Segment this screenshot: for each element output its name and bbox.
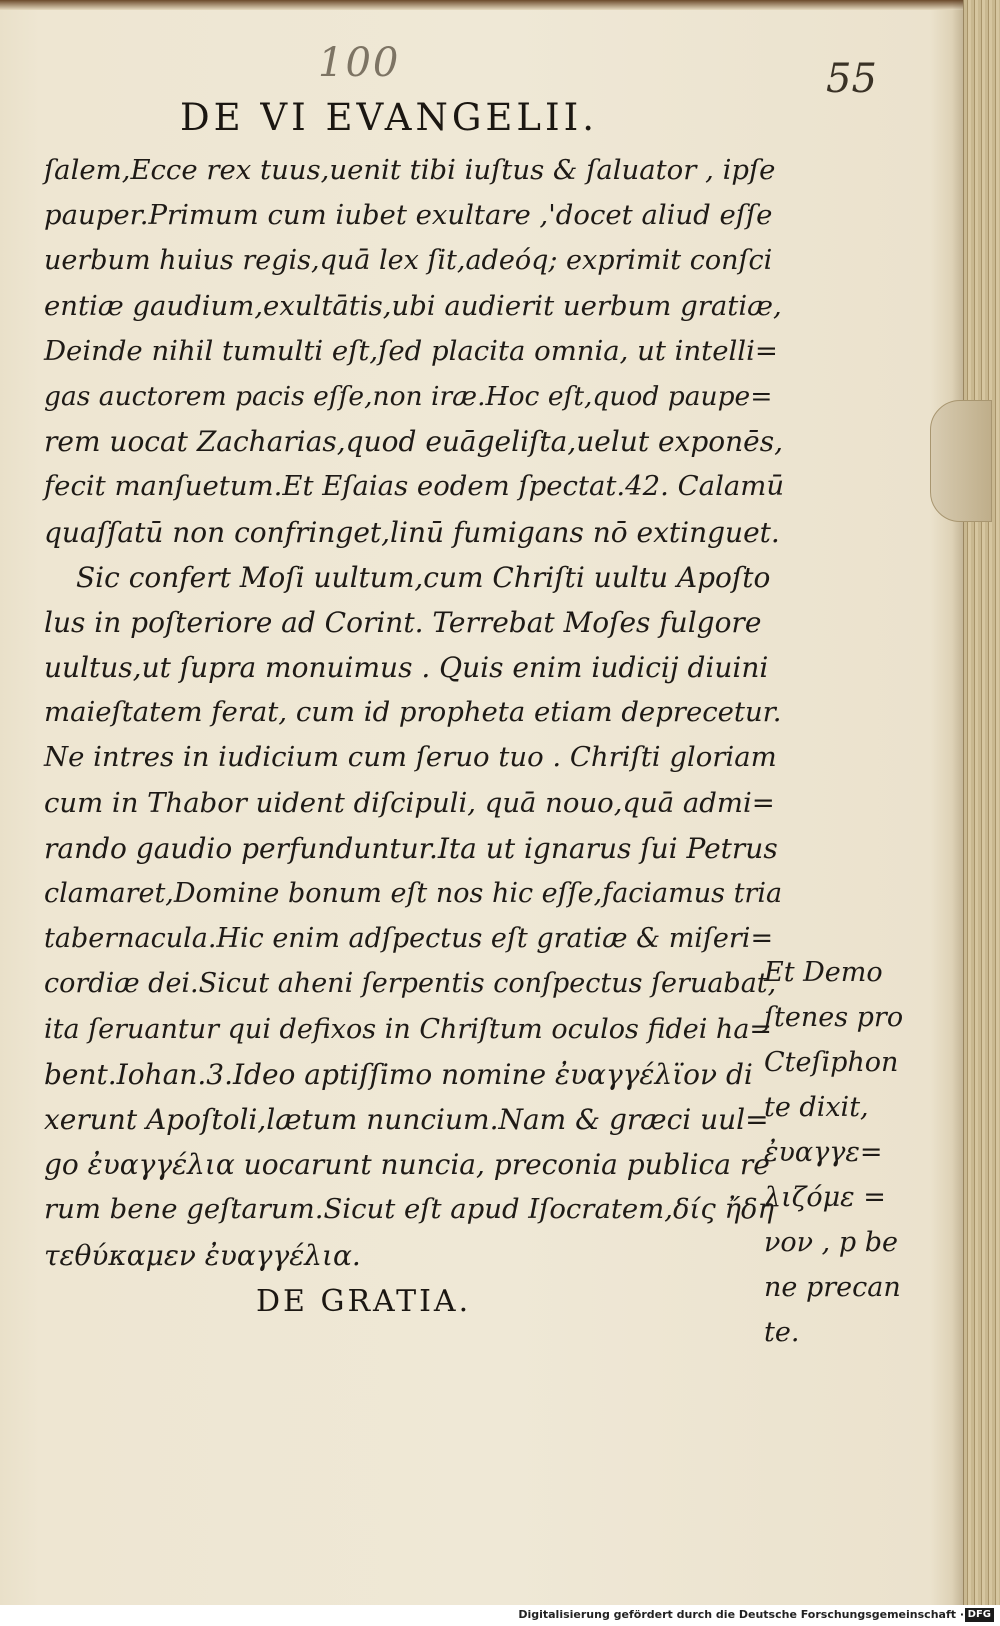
text-line: Sic confert Moſi uultum,cum Chriſti uultu Apoſto [76,560,771,594]
text-line: pauper.Primum cum iubet exultare ,'docet aliud eſſe [44,199,773,232]
text-line: rem uocat Zacharias,quod euāgeliſta,uelut exponēs, [44,425,783,459]
book-clasp [930,400,992,522]
section-heading: DE GRATIA. [256,1284,472,1319]
book-fore-edge [963,0,1000,1605]
running-head: DE VI EVANGELII. [180,96,598,139]
text-line: rando gaudio perfunduntur.Ita ut ignarus ſui Petrus [44,831,778,865]
text-line: uultus,ut ſupra monuimus . Quis enim iudicij diuini [44,651,769,685]
margin-line: ne precan [764,1272,901,1303]
text-line: rum bene geſtarum.Sicut eſt apud Iſocratem,δίς ἤδη [44,1193,774,1226]
folio-number: 55 [826,56,877,102]
funding-credit: Digitalisierung gefördert durch die Deutsche Forschungsgemeinschaft · [518,1608,964,1621]
margin-line: ἐυαγγε= [764,1137,883,1168]
text-line: τεθύκαμεν ἐυαγγέλια. [44,1238,361,1272]
text-line: Ne intres in iudicium cum ſeruo tuo . Chriſti gloriam [44,741,777,774]
digitization-footer [0,1605,1000,1626]
body-text [44,148,784,1278]
text-line: ita ſeruantur qui defixos in Chriſtum oculos fidei ha= [44,1013,773,1045]
text-line: bent.Iohan.3.Ideo aptiſſimo nomine ἐυαγγέλϊον di [44,1057,753,1091]
pencil-annotation: 100 [318,40,401,86]
margin-line: ſtenes pro [764,1002,904,1033]
margin-line: λιζόμε = [764,1182,886,1213]
margin-line: νον , p be [764,1227,898,1258]
text-line: cum in Thabor uident diſcipuli, quā nouo,quā admi= [44,786,775,819]
text-line: entiæ gaudium,exultātis,ubi audierit uerbum gratiæ, [44,289,782,322]
text-line: tabernacula.Hic enim adſpectus eſt gratiæ & miſeri= [44,923,774,955]
text-line: quaſſatū non confringet,linū fumigans nō extinguet. [44,515,780,549]
text-line: clamaret,Domine bonum eſt nos hic eſſe,faciamus tria [44,878,783,909]
text-line: fecit manſuetum.Et Eſaias eodem ſpectat.42. Calamū [44,470,785,503]
margin-line: Cteſiphon [764,1047,899,1078]
margin-line: te dixit, [764,1092,869,1123]
margin-line: Et Demo [764,957,883,988]
text-line: maieſtatem ferat, cum id propheta etiam deprecetur. [44,696,782,729]
text-line: ſalem,Ecce rex tuus,uenit tibi iuſtus & ſaluator , ipſe [44,154,776,186]
marginal-note [764,950,903,1355]
text-line: cordiæ dei.Sicut aheni ſerpentis conſpectus ſeruabat, [44,968,777,1000]
text-line: lus in poſteriore ad Corint. Terrebat Moſes fulgore [44,605,762,639]
top-binding-edge [0,0,1000,10]
text-line: uerbum huius regis,quā lex ſit,adeóq; exprimit conſci [44,245,773,277]
text-line: gas auctorem pacis eſſe,non iræ.Hoc eſt,quod paupe= [44,380,773,412]
text-line: xerunt Apoſtoli,lætum nuncium.Nam & græci uul= [44,1102,769,1136]
text-line: Deinde nihil tumulti eſt,ſed placita omnia, ut intelli= [44,334,778,367]
text-line: go ἐυαγγέλια uocarunt nuncia, preconia publica re [44,1148,770,1182]
dfg-logo: DFG [965,1608,994,1622]
margin-line: te. [764,1317,800,1348]
